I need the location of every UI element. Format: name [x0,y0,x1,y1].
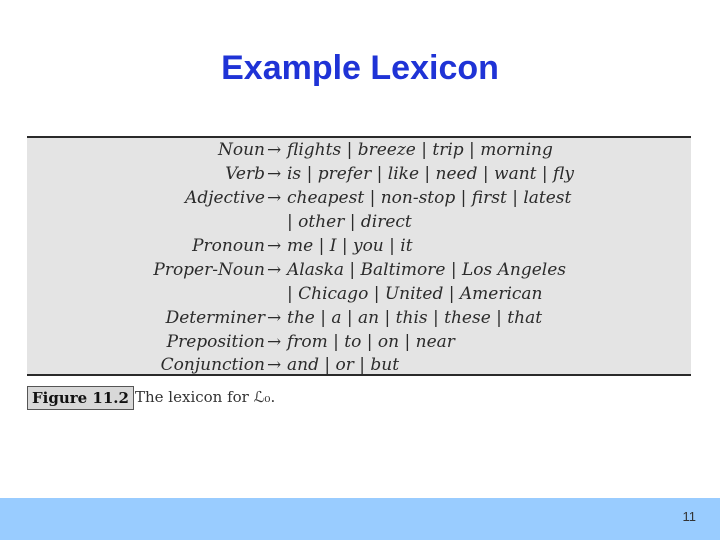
lexicon-rule-proper-noun-continued [27,282,691,306]
lexicon-rule-preposition [27,330,691,354]
rule-lhs: Noun [217,140,265,160]
arrow-icon: → [267,308,282,328]
rule-lhs: Conjunction [160,355,265,375]
arrow-icon: → [267,260,282,280]
arrow-icon: → [267,164,282,184]
arrow-icon: → [267,355,282,375]
slide-title: Example Lexicon [221,49,499,87]
figure-label: Figure 11.2 [27,386,134,410]
rule-rhs: me | I | you | it [287,236,413,256]
lexicon-rule-adjective [27,186,691,210]
arrow-icon: → [267,188,282,208]
rule-lhs: Pronoun [192,236,265,256]
caption-text: The lexicon for ℒ₀. [135,388,276,406]
lexicon-rule-noun [27,138,691,162]
arrow-icon: → [267,236,282,256]
figure-caption [27,384,691,408]
footer-bar [0,498,720,540]
rule-rhs: from | to | on | near [287,332,455,352]
rule-lhs: Proper-Noun [153,260,265,280]
rule-rhs: flights | breeze | trip | morning [287,140,553,160]
rule-lhs: Determiner [165,308,265,328]
lexicon-rule-proper-noun [27,258,691,282]
page-number: 11 [682,509,696,524]
lexicon-rule-determiner [27,306,691,330]
rule-lhs: Adjective [185,188,265,208]
rule-lhs: Preposition [166,332,265,352]
lexicon-rule-conjunction [27,353,691,377]
arrow-icon: → [267,332,282,352]
rule-lhs: Verb [225,164,265,184]
rule-rhs: is | prefer | like | need | want | fly [287,164,574,184]
arrow-icon: → [267,140,282,160]
lexicon-rule-verb [27,162,691,186]
rule-rhs: | Chicago | United | American [287,284,543,304]
lexicon-box [27,136,691,376]
lexicon-rule-pronoun [27,234,691,258]
rule-rhs: | other | direct [287,212,412,232]
rule-rhs: the | a | an | this | these | that [287,308,543,328]
lexicon-rule-adjective-continued [27,210,691,234]
rule-rhs: and | or | but [287,355,400,375]
rule-rhs: Alaska | Baltimore | Los Angeles [287,260,566,280]
rule-rhs: cheapest | non-stop | first | latest [287,188,572,208]
